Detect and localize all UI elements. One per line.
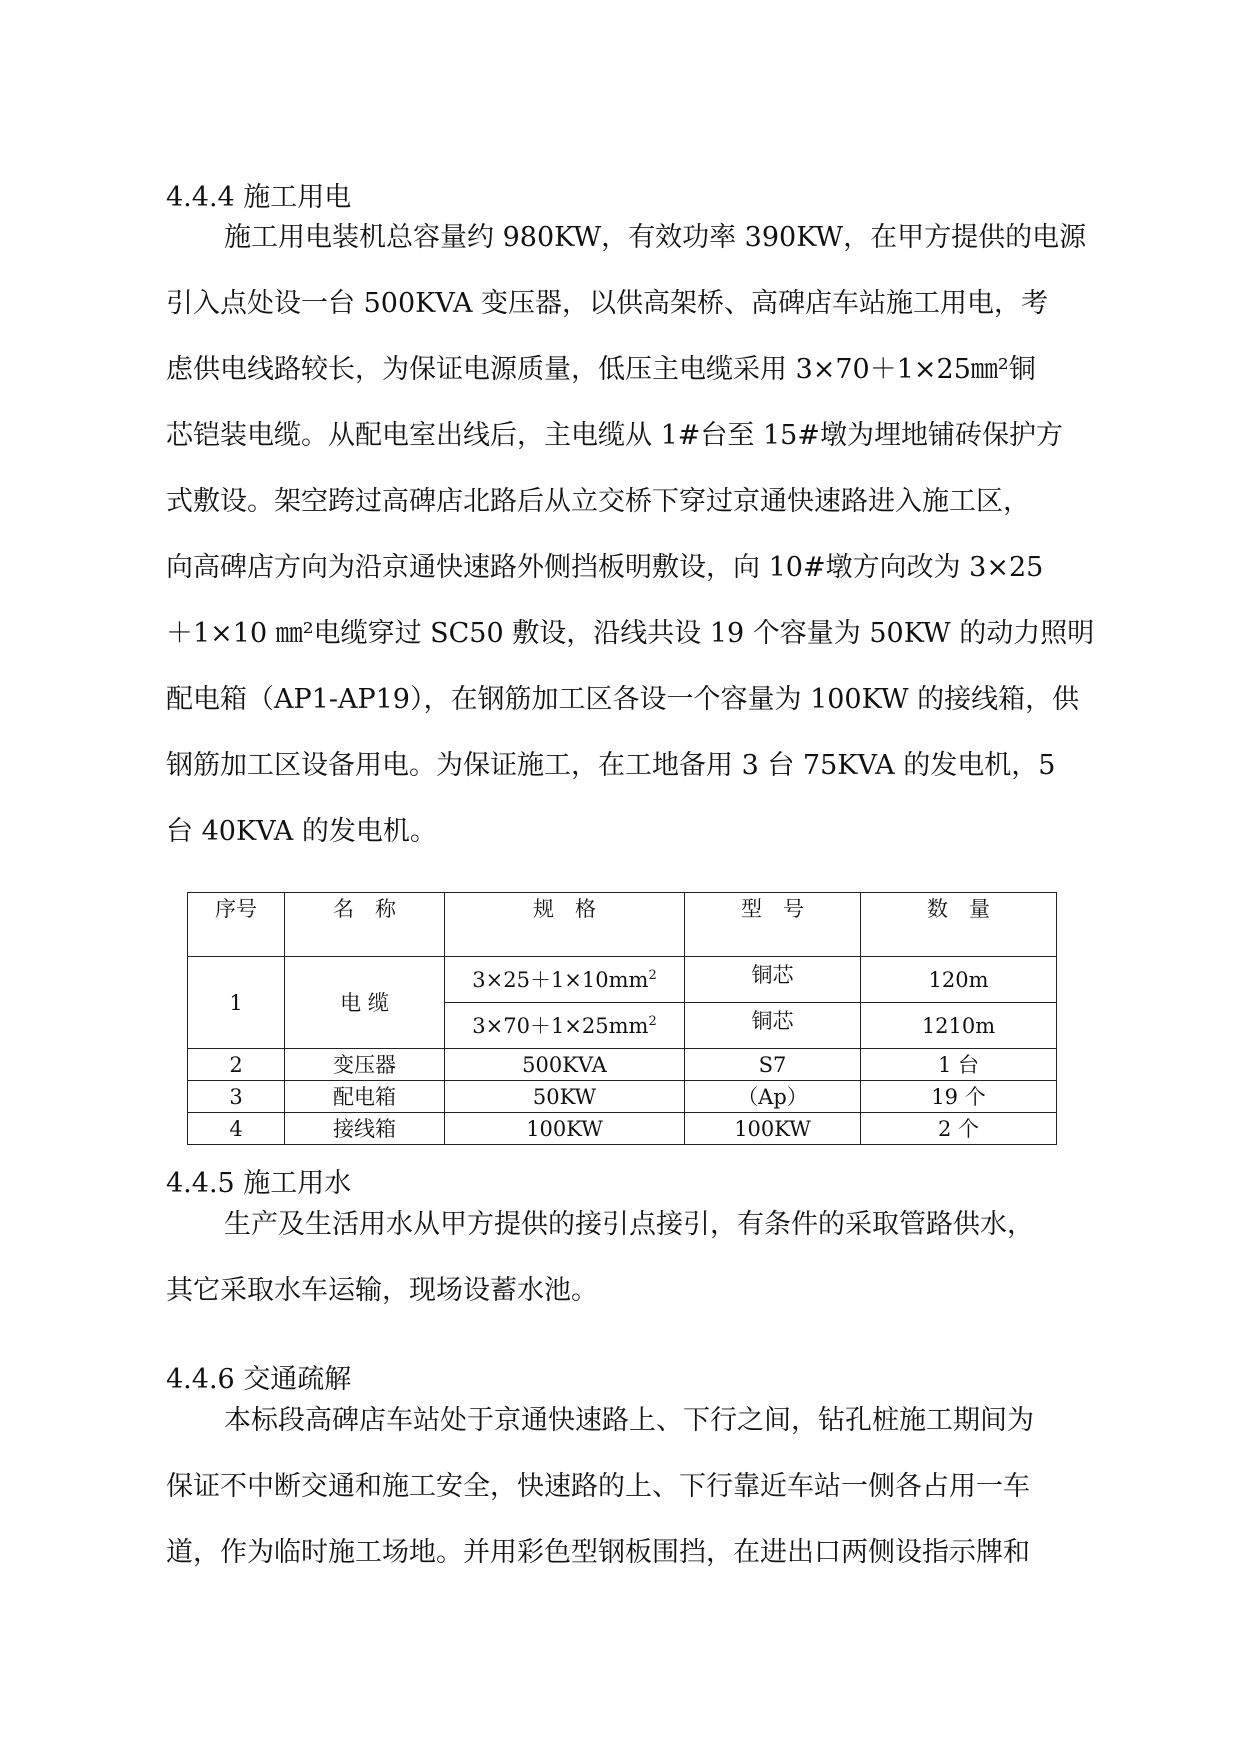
paragraph-line: ＋1×10 ㎜²电缆穿过 SC50 敷设，沿线共设 19 个容量为 50KW 的动力照明: [166, 618, 1095, 649]
paragraph-line: 虑供电线路较长，为保证电源质量，低压主电缆采用 3×70＋1×25㎜²铜: [166, 354, 1036, 385]
header-cell-no: 序号: [188, 893, 285, 957]
paragraph-power-supply: [166, 205, 1096, 865]
paragraph-line: 生产及生活用水从甲方提供的接引点接引，有条件的采取管路供水，: [224, 1209, 1034, 1240]
header-cell-spec: 规 格: [445, 893, 685, 957]
cell-qty: 1 台: [861, 1049, 1057, 1081]
section-heading-445: 4.4.5 施工用水: [166, 1168, 352, 1199]
cell-name: 电 缆: [285, 957, 445, 1049]
cell-spec: 100KW: [445, 1113, 685, 1145]
cell-qty: 1210m: [861, 1003, 1057, 1049]
paragraph-traffic: [166, 1388, 1096, 1586]
section-heading-444: 4.4.4 施工用电: [166, 182, 352, 213]
paragraph-line: 向高碑店方向为沿京通快速路外侧挡板明敷设，向 10#墩方向改为 3×25: [166, 552, 1044, 583]
cell-model: 铜芯: [685, 957, 861, 1003]
cell-model: 铜芯: [685, 1003, 861, 1049]
equipment-table: [187, 892, 1057, 1145]
paragraph-water-supply: [166, 1192, 1096, 1324]
cell-spec: $3\times 70+1\times 25mm^2$: [445, 1003, 685, 1049]
table-row: [188, 1113, 1057, 1145]
header-cell-qty: 数 量: [861, 893, 1057, 957]
table-row: [188, 1049, 1057, 1081]
cell-qty: 2 个: [861, 1113, 1057, 1145]
paragraph-line: 式敷设。架空跨过高碑店北路后从立交桥下穿过京通快速路进入施工区，: [166, 486, 1030, 517]
paragraph-line: 钢筋加工区设备用电。为保证施工，在工地备用 3 台 75KVA 的发电机，5: [166, 750, 1056, 781]
table-row: [188, 1081, 1057, 1113]
paragraph-line: 本标段高碑店车站处于京通快速路上、下行之间，钻孔桩施工期间为: [224, 1405, 1034, 1436]
cell-name: 变压器: [285, 1049, 445, 1081]
table-row: [188, 957, 1057, 1003]
paragraph-line: 道，作为临时施工场地。并用彩色型钢板围挡，在进出口两侧设指示牌和: [166, 1537, 1030, 1568]
paragraph-line: 其它采取水车运输，现场设蓄水池。: [166, 1275, 598, 1306]
cell-model: 100KW: [685, 1113, 861, 1145]
header-cell-model: 型 号: [685, 893, 861, 957]
header-cell-name: 名 称: [285, 893, 445, 957]
cell-spec: 50KW: [445, 1081, 685, 1113]
paragraph-line: 配电箱（AP1-AP19），在钢筋加工区各设一个容量为 100KW 的接线箱，供: [166, 684, 1080, 715]
table-header-row: [188, 893, 1057, 957]
paragraph-line: 台 40KVA 的发电机。: [166, 816, 437, 847]
cell-name: 配电箱: [285, 1081, 445, 1113]
paragraph-line: 保证不中断交通和施工安全，快速路的上、下行靠近车站一侧各占用一车: [166, 1471, 1030, 1502]
cell-spec: 500KVA: [445, 1049, 685, 1081]
cell-model: （Ap）: [685, 1081, 861, 1113]
cell-no: 4: [188, 1113, 285, 1145]
cell-model: S7: [685, 1049, 861, 1081]
paragraph-line: 芯铠装电缆。从配电室出线后，主电缆从 1#台至 15#墩为埋地铺砖保护方: [166, 420, 1063, 451]
cell-no: 1: [188, 957, 285, 1049]
paragraph-line: 施工用电装机总容量约 980KW，有效功率 390KW，在甲方提供的电源: [224, 222, 1087, 253]
cell-qty: 120m: [861, 957, 1057, 1003]
section-heading-446: 4.4.6 交通疏解: [166, 1364, 352, 1395]
paragraph-line: 引入点处设一台 500KVA 变压器，以供高架桥、高碑店车站施工用电，考: [166, 288, 1049, 319]
cell-no: 3: [188, 1081, 285, 1113]
cell-no: 2: [188, 1049, 285, 1081]
cell-qty: 19 个: [861, 1081, 1057, 1113]
cell-name: 接线箱: [285, 1113, 445, 1145]
cell-spec: $3\times 25+1\times 10mm^2$: [445, 957, 685, 1003]
